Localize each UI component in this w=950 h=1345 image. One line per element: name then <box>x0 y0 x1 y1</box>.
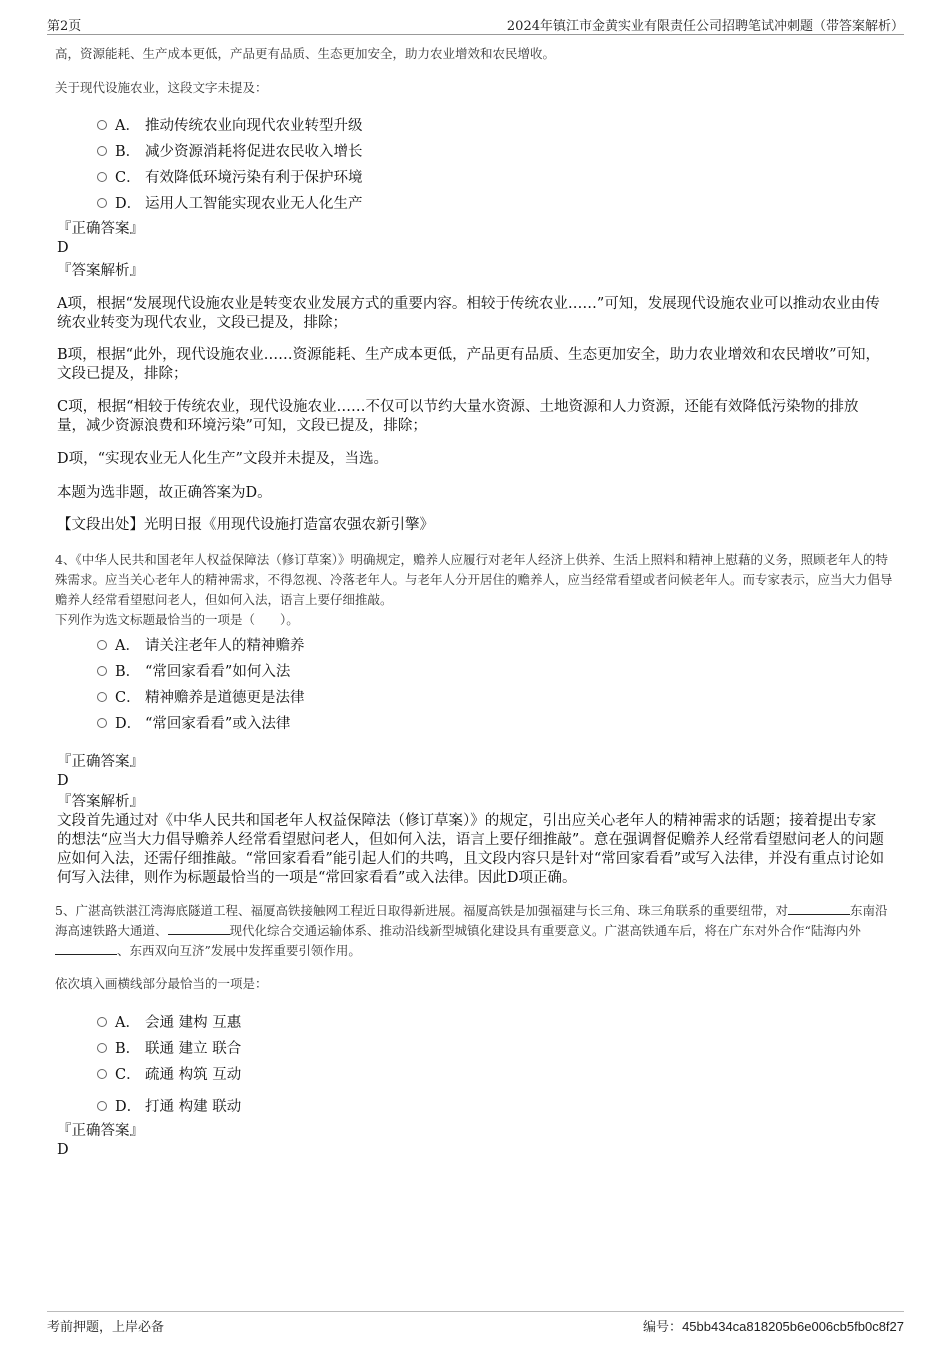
radio-icon[interactable] <box>97 1043 107 1053</box>
q4-passage: 4、《中华人民共和国老年人权益保障法（修订草案）》明确规定，赡养人应履行对老年人经济上供养、生活上照料和精神上慰藉的义务，照顾老年人的特殊需求。应当关心老年人的精神需求，不得忽视、冷落老年人。与老年人分开居住的赡养人，应当经常看望或者问候老年人。而专家表示，应当大力倡导赡养人经常看望慰问老人，但如何入法，语言上要仔细推敲。 <box>55 552 893 607</box>
q3-analysis-b: B项，根据“此外，现代设施农业……资源能耗、生产成本更低，产品更有品质、生态更加安全，助力农业增效和农民增收”可知，文段已提及，排除； <box>57 347 880 382</box>
q4-answer: D <box>57 773 69 789</box>
radio-icon[interactable] <box>97 172 107 182</box>
page-header <box>47 14 904 35</box>
q3-analysis-a: A项，根据“发展现代设施农业是转变农业发展方式的重要内容。相较于传统农业……”可知，发展现代设施农业可以推动农业由传统农业转变为现代农业，文段已提及，排除； <box>57 296 880 331</box>
radio-icon[interactable] <box>97 718 107 728</box>
radio-icon[interactable] <box>97 120 107 130</box>
radio-icon[interactable] <box>97 692 107 702</box>
radio-icon[interactable] <box>97 198 107 208</box>
radio-icon[interactable] <box>97 1101 107 1111</box>
q5-answer: D <box>57 1142 69 1158</box>
radio-icon[interactable] <box>97 640 107 650</box>
q5-prompt: 依次填入画横线部分最恰当的一项是： <box>55 976 268 991</box>
page-number: 第2页 <box>47 19 82 34</box>
radio-icon[interactable] <box>97 146 107 156</box>
page-footer <box>47 1311 904 1336</box>
q3-source: 【文段出处】光明日报《用现代设施打造富农强农新引擎》 <box>57 517 434 533</box>
radio-icon[interactable] <box>97 666 107 676</box>
q3-analysis-c: C项，根据“相较于传统农业，现代设施农业……不仅可以节约大量水资源、土地资源和人力资源，还能有效降低污染物的排放量，减少资源浪费和环境污染”可知，文段已提及，排除； <box>57 399 859 434</box>
document-code: 编号：45bb434ca818205b6e006cb5fb0c8f27 <box>643 1319 904 1335</box>
q3-conclusion: 本题为选非题，故正确答案为D。 <box>57 485 272 501</box>
q4-answer-label: 『正确答案』 <box>57 754 144 770</box>
q3-answer: D <box>57 240 69 256</box>
q4-analysis: 文段首先通过对《中华人民共和国老年人权益保障法（修订草案）》的规定，引出应关心老年人的精神需求的话题；接着提出专家的想法“应当大力倡导赡养人经常看望慰问老人，但如何入法，语言上要仔细推敲”。意在强调督促赡养人经常看望慰问老人的问题应如何入法，还需仔细推敲。“常回家看看”能引起人们的共鸣，且文段内容只是针对“常回家看看”或写入法律，并没有重点讨论如何写入法律，则作为标题最恰当的一项是“常回家看看”或入法律。因此D项正确。 <box>57 813 885 886</box>
q4-analysis-label: 『答案解析』 <box>57 794 144 810</box>
q3-answer-label: 『正确答案』 <box>57 221 144 237</box>
q5-answer-label: 『正确答案』 <box>57 1123 144 1139</box>
document-title: 2024年镇江市金黄实业有限责任公司招聘笔试冲刺题（带答案解析） <box>506 19 904 34</box>
fill-blank-3[interactable] <box>55 942 117 955</box>
footer-slogan: 考前押题，上岸必备 <box>47 1320 165 1335</box>
q3-analysis-d: D项，“实现农业无人化生产”文段并未提及，当选。 <box>57 451 388 467</box>
fill-blank-2[interactable] <box>168 922 230 935</box>
q3-passage-tail: 高，资源能耗、生产成本更低，产品更有品质、生态更加安全，助力农业增效和农民增收。 <box>55 46 556 61</box>
q4-prompt: 下列作为选文标题最恰当的一项是（ ）。 <box>55 612 299 627</box>
radio-icon[interactable] <box>97 1069 107 1079</box>
fill-blank-1[interactable] <box>788 902 850 915</box>
q3-prompt: 关于现代设施农业，这段文字未提及： <box>55 80 268 95</box>
q5-passage: 5、广湛高铁湛江湾海底隧道工程、福厦高铁接触网工程近日取得新进展。福厦高铁是加强福建与长三角、珠三角联系的重要纽带，对 东南沿海高速铁路大通道、 现代化综合交通运输体系、推动沿线新型城镇化建设具有重要意义。广湛高铁通车后，将在广东对外合作“陆海内外、东西双向互济”发展中发挥重要引领作用。 <box>55 903 888 958</box>
q3-analysis-label: 『答案解析』 <box>57 263 144 279</box>
radio-icon[interactable] <box>97 1017 107 1027</box>
